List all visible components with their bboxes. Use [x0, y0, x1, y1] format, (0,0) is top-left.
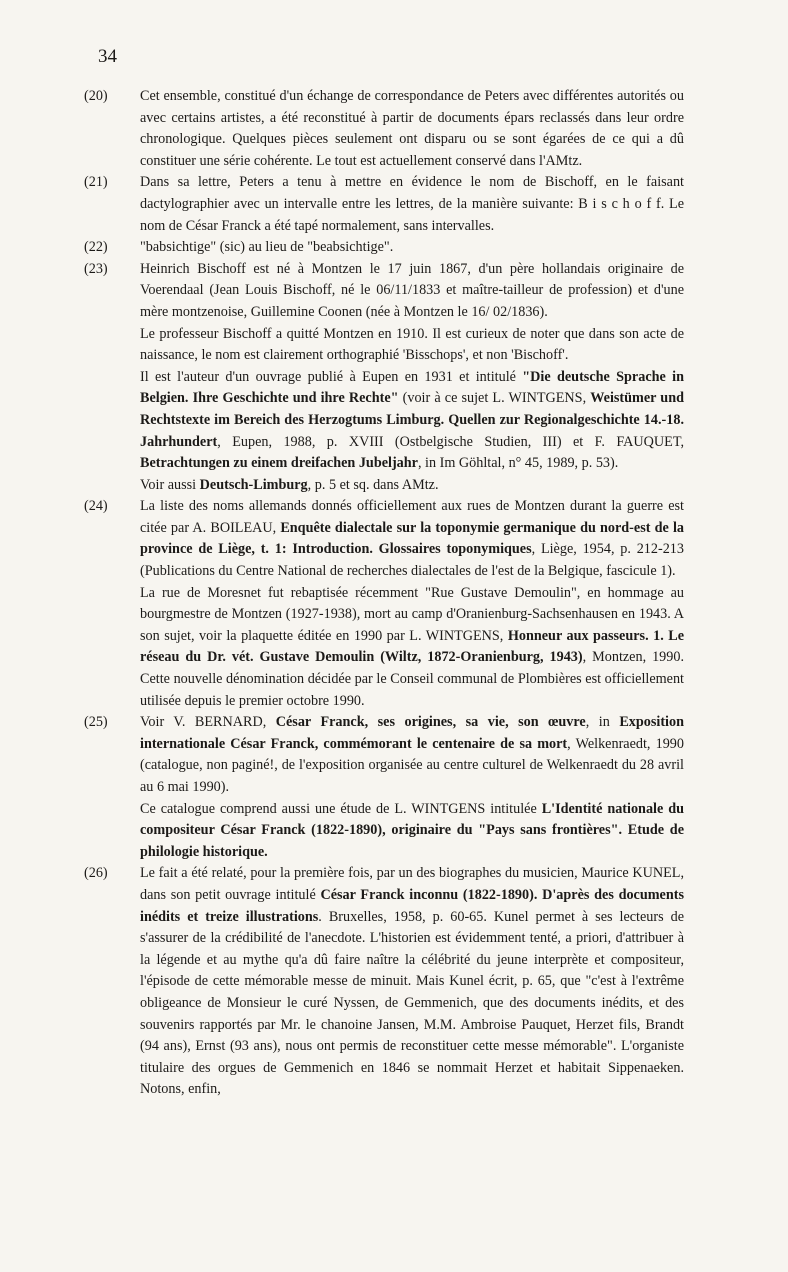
footnote — [84, 712, 684, 863]
footnote-paragraph — [140, 583, 684, 713]
footnote-paragraph — [140, 172, 684, 237]
text-run: Il est l'auteur d'un ouvrage publié à Eupen en 1931 et intitulé — [140, 368, 523, 385]
footnote-number: (23) — [84, 260, 108, 277]
text-run: Voir aussi — [140, 476, 200, 493]
footnote — [84, 863, 684, 1101]
footnote-text — [140, 86, 684, 172]
bold-title: "Die deutsche Sprache in Belgien. Ihre Geschichte und ihre Rechte" — [140, 368, 684, 407]
footnote-text — [140, 259, 684, 497]
text-run: (voir à ce sujet L. WINTGENS, — [398, 390, 591, 407]
footnote-text — [140, 172, 684, 237]
footnote-text — [140, 237, 684, 259]
footnote — [84, 172, 684, 237]
bold-title: César Franck, ses origines, sa vie, son œuvre — [275, 714, 586, 731]
footnote-text — [140, 863, 684, 1101]
footnote — [84, 86, 684, 172]
footnote-paragraph — [140, 259, 684, 324]
footnote-number: (26) — [84, 865, 108, 882]
text-run: La rue de Moresnet fut rebaptisée récemment "Rue Gustave Demoulin", en hommage au bourgmestre de Montzen (1927-1938), mort au camp d'Oranienburg-Sachsenhausen en 1943. A son sujet, voir la plaquette éditée en 1990 par L. WINTGENS, — [140, 584, 684, 644]
footnote-paragraph — [140, 712, 684, 798]
footnote-paragraph — [140, 863, 684, 1101]
text-run: Cet ensemble, constitué d'un échange de correspondance de Peters avec différentes autorités ou avec certains artistes, a été reconstitué à partir de documents épars reclassés dans leur ordre chronologique. Quelques pièces seulement ont disparu ou se sont égarées de ce qui a dû constituer une série cohérente. Le tout est actuellement conservé dans l'AMtz. — [140, 88, 684, 169]
footnote-text — [140, 712, 684, 863]
text-run: , in Im Göhltal, n° 45, 1989, p. 53). — [417, 455, 619, 472]
text-run: Le fait a été relaté, pour la première fois, par un des biographes du musicien, Maurice KUNEL, dans son petit ouvrage intitulé — [140, 865, 684, 903]
text-run: , Welkenraedt, 1990 (catalogue, non paginé!, de l'exposition organisée au centre culturel de Welkenraedt du 28 avril au 6 mai 1990). — [140, 735, 684, 795]
footnote-paragraph — [140, 324, 684, 367]
footnote-number: (20) — [84, 88, 108, 104]
text-run: , in — [585, 714, 620, 731]
bold-title: Deutsch-Limburg — [199, 476, 308, 493]
footnote-paragraph — [140, 367, 684, 475]
footnote-paragraph — [140, 86, 684, 172]
footnote-number: (25) — [84, 714, 108, 731]
text-run: Voir V. BERNARD, — [140, 714, 276, 731]
footnote-number: (22) — [84, 239, 108, 256]
page-number: 34 — [98, 46, 117, 67]
bold-title: César Franck inconnu (1822-1890). D'après des documents inédits et treize illustrations — [140, 886, 684, 925]
text-run: , p. 5 et sq. dans AMtz. — [307, 476, 439, 493]
text-run: , Eupen, 1988, p. XVIII (Ostbelgische Studien, III) et F. FAUQUET, — [217, 433, 684, 450]
text-run: Le professeur Bischoff a quitté Montzen en 1910. Il est curieux de noter que dans son acte de naissance, le nom est clairement orthographié 'Bisschops', et non 'Bischoff'. — [140, 325, 684, 364]
bold-title: Honneur aux passeurs. 1. Le réseau du Dr. vét. Gustave Demoulin (Wiltz, 1872-Oranienburg, 1943) — [140, 627, 684, 666]
footnote-text — [140, 496, 684, 712]
footnotes — [84, 86, 684, 1101]
footnote-number: (21) — [84, 174, 108, 191]
footnote — [84, 496, 684, 712]
footnote — [84, 237, 684, 259]
bold-title: Betrachtungen zu einem dreifachen Jubeljahr — [140, 455, 418, 472]
bold-title: L'Identité nationale du compositeur César Franck (1822-1890), originaire du "Pays sans frontières". Etude de philologie historique. — [140, 800, 684, 860]
text-run: . Bruxelles, 1958, p. 60-65. Kunel permet à ses lecteurs de s'assurer de la crédibilité de l'anecdote. L'historien est évidemment tenté, a priori, d'attribuer à la légende et au mythe qu'a dû faire naître la célébrité du jeune interprète et compositeur, l'épisode de cette mémorable messe de minuit. Mais Kunel écrit, p. 65, que "c'est à l'extrême obligeance de Monsieur le curé Nyssen, de Gemmenich, que des documents inédits, et des souvenirs rapportés par Mr. le chanoine Jansen, M.M. Ambroise Pauquet, Herzet fils, Brandt (94 ans), Ernst (93 ans), nous ont permis de reconstituer cette messe mémorable". L'organiste titulaire des orgues de Gemmenich en 1846 se nommait Herzet et habitait Sippenaeken. Notons, enfin, — [140, 908, 684, 1098]
bold-title: Weistümer und Rechtstexte im Bereich des Herzogtums Limburg. Quellen zur Regionalgeschichte 14.-18. Jahrhundert — [140, 390, 684, 450]
text-run: "babsichtige" (sic) au lieu de "beabsichtige". — [140, 239, 394, 256]
text-run: , Montzen, 1990. Cette nouvelle dénomination décidée par le Conseil communal de Plombières est officiellement utilisée depuis le premier octobre 1990. — [140, 649, 685, 709]
text-run: La liste des noms allemands donnés officiellement aux rues de Montzen durant la guerre est citée par A. BOILEAU, — [140, 498, 684, 536]
footnote-paragraph — [140, 237, 684, 259]
text-run: Dans sa lettre, Peters a tenu à mettre en évidence le nom de Bischoff, en le faisant dactylographier avec un intervalle entre les lettres, de la manière suivante: B i s c h o f f. Le nom de César Franck a été tapé normalement, sans intervalles. — [140, 174, 684, 234]
footnote-paragraph — [140, 496, 684, 582]
bold-title: Exposition internationale César Franck, commémorant le centenaire de sa mort — [140, 714, 684, 752]
footnote-number: (24) — [84, 498, 108, 515]
text-run: Ce catalogue comprend aussi une étude de L. WINTGENS intitulée — [140, 800, 542, 817]
text-run: Heinrich Bischoff est né à Montzen le 17 juin 1867, d'un père hollandais originaire de Voerendaal (Jean Louis Bischoff, né le 06/11/1833 et maître-tailleur de profession) et d'une mère montzenoise, Guillemine Coonen (née à Montzen le 16/ 02/1836). — [140, 260, 684, 320]
bold-title: Enquête dialectale sur la toponymie germanique du nord-est de la province de Liège, t. 1: Introduction. Glossaires toponymiques — [140, 519, 684, 558]
footnote-paragraph — [140, 475, 684, 497]
footnote-paragraph — [140, 799, 684, 864]
footnote — [84, 259, 684, 497]
text-run: , Liège, 1954, p. 212-213 (Publications du Centre National de recherches dialectales de l'est de la Belgique, fascicule 1). — [140, 541, 684, 580]
